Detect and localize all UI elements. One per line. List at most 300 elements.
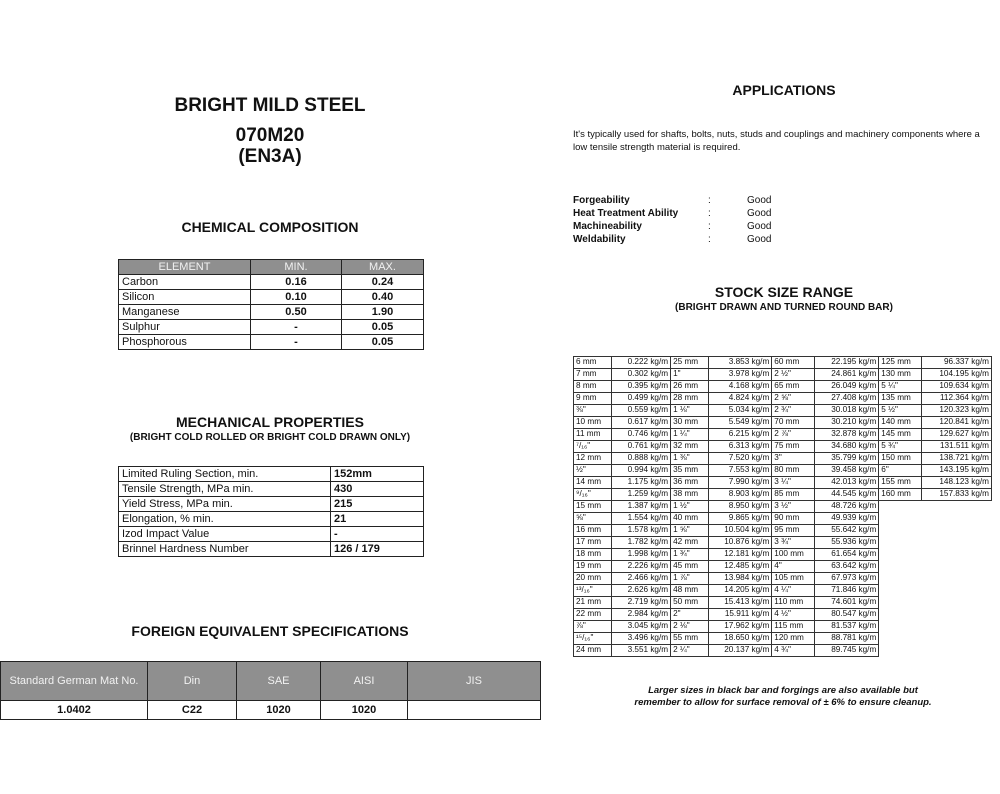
column-header: MIN. [251,260,342,275]
din-value: C22 [148,701,237,720]
size-cell: 130 mm [879,369,922,381]
weight-cell [922,633,992,645]
weight-cell [922,525,992,537]
weight-cell: 71.846 kg/m [815,585,879,597]
weight-cell: 15.911 kg/m [709,609,772,621]
size-cell: 12 mm [574,453,612,465]
size-cell: 85 mm [772,489,815,501]
table-row [119,512,424,527]
column-header: MAX. [342,260,424,275]
size-cell: 35 mm [671,465,709,477]
weldability-label: Weldability [573,234,626,245]
weight-cell: 131.511 kg/m [922,441,992,453]
size-cell: 2 ¾" [772,405,815,417]
weight-cell: 3.045 kg/m [612,621,671,633]
size-cell: 7 mm [574,369,612,381]
size-cell: 21 mm [574,597,612,609]
element-name: Manganese [119,305,251,320]
table-row [574,609,992,621]
size-cell: 30 mm [671,417,709,429]
weight-cell: 3.853 kg/m [709,357,772,369]
size-cell: 36 mm [671,477,709,489]
size-cell [879,501,922,513]
weight-cell: 55.936 kg/m [815,537,879,549]
table-row [119,320,424,335]
property-label: Limited Ruling Section, min. [119,467,331,482]
size-cell [879,585,922,597]
footnote-line-1: Larger sizes in black bar and forgings are also available but [648,685,918,696]
property-label: Tensile Strength, MPa min. [119,482,331,497]
weight-cell: 0.761 kg/m [612,441,671,453]
column-header: SAE [237,662,321,701]
weight-cell: 0.395 kg/m [612,381,671,393]
weight-cell: 6.313 kg/m [709,441,772,453]
machineability-value: Good [747,221,772,232]
table-row [574,405,992,417]
max-value: 0.24 [342,275,424,290]
table-row [574,525,992,537]
size-cell: 70 mm [772,417,815,429]
weight-cell: 13.984 kg/m [709,573,772,585]
table-header-row [1,662,541,701]
weight-cell: 120.841 kg/m [922,417,992,429]
weight-cell: 2.226 kg/m [612,561,671,573]
weight-cell: 104.195 kg/m [922,369,992,381]
property-label: Brinnel Hardness Number [119,542,331,557]
table-row [574,489,992,501]
size-cell: ⅞" [574,621,612,633]
weight-cell: 74.601 kg/m [815,597,879,609]
size-cell: 2" [671,609,709,621]
table-row [574,465,992,477]
weight-cell: 48.726 kg/m [815,501,879,513]
size-cell: 22 mm [574,609,612,621]
forgeability-label: Forgeability [573,195,630,206]
size-cell: 120 mm [772,633,815,645]
size-cell: 2 ½" [772,369,815,381]
foreign-equivalents-heading: FOREIGN EQUIVALENT SPECIFICATIONS [131,623,409,639]
property-values [747,194,807,246]
column-header: ELEMENT [119,260,251,275]
weight-cell: 3.551 kg/m [612,645,671,657]
weight-cell: 63.642 kg/m [815,561,879,573]
size-cell [879,549,922,561]
table-row [574,417,992,429]
column-header: Din [148,662,237,701]
weight-cell: 44.545 kg/m [815,489,879,501]
size-cell: 50 mm [671,597,709,609]
table-row [574,573,992,585]
column-header: AISI [321,662,408,701]
size-cell: 32 mm [671,441,709,453]
weight-cell: 26.049 kg/m [815,381,879,393]
weight-cell: 30.018 kg/m [815,405,879,417]
table-row [1,701,541,720]
size-cell [879,561,922,573]
weight-cell: 120.323 kg/m [922,405,992,417]
separator: : [708,195,711,206]
weight-cell: 3.496 kg/m [612,633,671,645]
size-cell: 2 ⅞" [772,429,815,441]
size-cell: 1 ⅜" [671,453,709,465]
weight-cell: 32.878 kg/m [815,429,879,441]
size-cell: 19 mm [574,561,612,573]
weight-cell: 81.537 kg/m [815,621,879,633]
size-cell: ⁷/₁₆" [574,441,612,453]
size-cell [879,609,922,621]
size-cell: 75 mm [772,441,815,453]
weight-cell: 10.876 kg/m [709,537,772,549]
max-value: 1.90 [342,305,424,320]
separator: : [708,234,711,245]
property-label: Yield Stress, MPa min. [119,497,331,512]
size-cell [879,525,922,537]
size-cell [879,645,922,657]
weight-cell: 2.719 kg/m [612,597,671,609]
size-cell: 25 mm [671,357,709,369]
size-cell: 1 ⅝" [671,525,709,537]
size-cell: 90 mm [772,513,815,525]
size-cell: 1" [671,369,709,381]
chemical-composition-heading: CHEMICAL COMPOSITION [181,219,359,235]
weight-cell: 17.962 kg/m [709,621,772,633]
size-cell: 145 mm [879,429,922,441]
size-cell: 1 ⅛" [671,405,709,417]
size-cell: 5 ¼" [879,381,922,393]
chemical-composition-table [118,259,424,350]
table-row [119,497,424,512]
weight-cell: 0.994 kg/m [612,465,671,477]
weight-cell [922,609,992,621]
stock-size-subheading: (BRIGHT DRAWN AND TURNED ROUND BAR) [675,302,893,313]
min-value: 0.50 [251,305,342,320]
weight-cell: 0.222 kg/m [612,357,671,369]
weight-cell: 1.554 kg/m [612,513,671,525]
forgeability-value: Good [747,195,772,206]
size-cell: ¹⁵/₁₆" [574,633,612,645]
size-cell: 1 ⅞" [671,573,709,585]
weight-cell: 112.364 kg/m [922,393,992,405]
size-cell: 3 ½" [772,501,815,513]
table-row [119,335,424,350]
size-cell: 3" [772,453,815,465]
weight-cell: 3.978 kg/m [709,369,772,381]
stock-size-heading: STOCK SIZE RANGE [714,284,854,300]
size-cell: 115 mm [772,621,815,633]
table-row [119,482,424,497]
weight-cell: 2.984 kg/m [612,609,671,621]
weight-cell: 2.466 kg/m [612,573,671,585]
table-row [574,549,992,561]
max-value: 0.40 [342,290,424,305]
mechanical-properties-heading: MECHANICAL PROPERTIES [176,414,364,430]
size-cell: 40 mm [671,513,709,525]
size-cell: 1 ½" [671,501,709,513]
size-cell: 17 mm [574,537,612,549]
size-cell [879,513,922,525]
separator: : [708,221,711,232]
size-cell: ⅜" [574,405,612,417]
page-title: BRIGHT MILD STEEL [174,95,366,116]
table-row [574,537,992,549]
weight-cell: 14.205 kg/m [709,585,772,597]
size-cell: 160 mm [879,489,922,501]
size-cell [879,621,922,633]
table-row [574,393,992,405]
weight-cell [922,597,992,609]
table-row [574,621,992,633]
weight-cell: 67.973 kg/m [815,573,879,585]
size-cell: 48 mm [671,585,709,597]
size-cell: 55 mm [671,633,709,645]
applications-heading: APPLICATIONS [732,82,836,98]
table-row [574,645,992,657]
weight-cell: 0.559 kg/m [612,405,671,417]
table-row [574,633,992,645]
table-row [574,429,992,441]
size-cell: 100 mm [772,549,815,561]
table-row [574,501,992,513]
weight-cell: 61.654 kg/m [815,549,879,561]
weight-cell: 0.302 kg/m [612,369,671,381]
table-row [119,305,424,320]
property-value: - [331,527,424,542]
size-cell: 15 mm [574,501,612,513]
element-name: Phosphorous [119,335,251,350]
size-cell: ⅝" [574,513,612,525]
weight-cell [922,621,992,633]
size-cell: 38 mm [671,489,709,501]
element-name: Silicon [119,290,251,305]
weight-cell [922,561,992,573]
weight-cell: 1.387 kg/m [612,501,671,513]
aisi-value: 1020 [321,701,408,720]
size-cell: 95 mm [772,525,815,537]
weight-cell: 0.617 kg/m [612,417,671,429]
table-row [574,561,992,573]
size-cell: 26 mm [671,381,709,393]
table-row [574,585,992,597]
weight-cell [922,537,992,549]
weight-cell: 0.499 kg/m [612,393,671,405]
weight-cell: 5.549 kg/m [709,417,772,429]
weight-cell: 109.634 kg/m [922,381,992,393]
footnote-line-2: remember to allow for surface removal of ± 6% to ensure cleanup. [634,697,932,708]
table-row [574,381,992,393]
weight-cell: 1.175 kg/m [612,477,671,489]
weight-cell: 1.782 kg/m [612,537,671,549]
size-cell: 10 mm [574,417,612,429]
weight-cell: 8.950 kg/m [709,501,772,513]
weight-cell: 42.013 kg/m [815,477,879,489]
size-cell: 6" [879,465,922,477]
size-cell: 2 ¼" [671,645,709,657]
size-cell: 135 mm [879,393,922,405]
property-value: 21 [331,512,424,527]
weight-cell: 24.861 kg/m [815,369,879,381]
weight-cell: 18.650 kg/m [709,633,772,645]
min-value: - [251,320,342,335]
table-row [119,527,424,542]
table-row [574,369,992,381]
weight-cell: 7.553 kg/m [709,465,772,477]
size-cell [879,633,922,645]
weight-cell: 88.781 kg/m [815,633,879,645]
weight-cell: 138.721 kg/m [922,453,992,465]
weight-cell: 4.168 kg/m [709,381,772,393]
size-cell: 3 ¼" [772,477,815,489]
sae-value: 1020 [237,701,321,720]
size-cell: 4" [772,561,815,573]
weight-cell: 1.998 kg/m [612,549,671,561]
weight-cell: 4.824 kg/m [709,393,772,405]
weight-cell: 7.990 kg/m [709,477,772,489]
machineability-label: Machineability [573,221,642,232]
size-cell: 11 mm [574,429,612,441]
property-value: 126 / 179 [331,542,424,557]
weight-cell: 12.485 kg/m [709,561,772,573]
table-row [574,513,992,525]
size-cell: 80 mm [772,465,815,477]
weight-cell: 49.939 kg/m [815,513,879,525]
weight-cell: 35.799 kg/m [815,453,879,465]
property-value: 430 [331,482,424,497]
jis-value [408,701,541,720]
size-cell: 16 mm [574,525,612,537]
weight-cell: 27.408 kg/m [815,393,879,405]
min-value: 0.16 [251,275,342,290]
separator: : [708,208,711,219]
weight-cell [922,549,992,561]
size-cell: 2 ⅝" [772,393,815,405]
weight-cell: 8.903 kg/m [709,489,772,501]
size-cell: 110 mm [772,597,815,609]
size-cell [879,537,922,549]
size-cell: 125 mm [879,357,922,369]
weight-cell: 12.181 kg/m [709,549,772,561]
size-cell: 65 mm [772,381,815,393]
column-header: Standard German Mat No. [1,662,148,701]
weight-cell: 55.642 kg/m [815,525,879,537]
heat-treatment-label: Heat Treatment Ability [573,208,679,219]
size-cell: 3 ¾" [772,537,815,549]
element-name: Carbon [119,275,251,290]
table-header-row [119,260,424,275]
max-value: 0.05 [342,335,424,350]
german-mat-no: 1.0402 [1,701,148,720]
weight-cell [922,645,992,657]
heat-treatment-value: Good [747,208,772,219]
weight-cell: 1.259 kg/m [612,489,671,501]
size-cell: 150 mm [879,453,922,465]
size-cell: 4 ¼" [772,585,815,597]
size-cell: 1 ¾" [671,549,709,561]
size-cell: 18 mm [574,549,612,561]
property-value: 215 [331,497,424,512]
weight-cell: 1.578 kg/m [612,525,671,537]
weight-cell: 89.745 kg/m [815,645,879,657]
weight-cell: 9.865 kg/m [709,513,772,525]
property-label: Elongation, % min. [119,512,331,527]
size-cell: 140 mm [879,417,922,429]
foreign-equivalents-table [0,661,541,720]
mechanical-properties-table [118,466,424,557]
property-label: Izod Impact Value [119,527,331,542]
weight-cell: 22.195 kg/m [815,357,879,369]
column-header: JIS [408,662,541,701]
size-cell: 9 mm [574,393,612,405]
size-cell [879,573,922,585]
size-cell: 14 mm [574,477,612,489]
weight-cell [922,585,992,597]
weight-cell: 2.626 kg/m [612,585,671,597]
weight-cell: 143.195 kg/m [922,465,992,477]
weight-cell: 148.123 kg/m [922,477,992,489]
table-row [574,597,992,609]
table-row [119,275,424,290]
size-cell: 5 ½" [879,405,922,417]
weight-cell: 7.520 kg/m [709,453,772,465]
weight-cell: 96.337 kg/m [922,357,992,369]
weight-cell: 30.210 kg/m [815,417,879,429]
table-row [119,542,424,557]
property-separators [708,194,718,246]
element-name: Sulphur [119,320,251,335]
table-row [574,453,992,465]
weight-cell: 80.547 kg/m [815,609,879,621]
size-cell: 5 ¾" [879,441,922,453]
weight-cell: 15.413 kg/m [709,597,772,609]
weight-cell: 129.627 kg/m [922,429,992,441]
weight-cell: 0.746 kg/m [612,429,671,441]
property-value: 152mm [331,467,424,482]
weight-cell: 157.833 kg/m [922,489,992,501]
size-cell: ½" [574,465,612,477]
stock-size-table [573,356,992,657]
max-value: 0.05 [342,320,424,335]
size-cell: 45 mm [671,561,709,573]
weight-cell: 6.215 kg/m [709,429,772,441]
weight-cell: 5.034 kg/m [709,405,772,417]
size-cell: 4 ¾" [772,645,815,657]
table-row [119,290,424,305]
size-cell: 8 mm [574,381,612,393]
size-cell: 1 ¼" [671,429,709,441]
weight-cell: 34.680 kg/m [815,441,879,453]
weight-cell: 39.458 kg/m [815,465,879,477]
size-cell: 105 mm [772,573,815,585]
size-cell: ¹³/₁₆" [574,585,612,597]
size-cell: 4 ½" [772,609,815,621]
table-row [574,357,992,369]
table-row [574,477,992,489]
size-cell: 20 mm [574,573,612,585]
weight-cell [922,573,992,585]
size-cell: 155 mm [879,477,922,489]
min-value: - [251,335,342,350]
size-cell: 60 mm [772,357,815,369]
table-row [119,467,424,482]
applications-text: It's typically used for shafts, bolts, nuts, studs and couplings and machinery components where a low tensile strength material is required. [573,129,980,153]
table-row [574,441,992,453]
weight-cell [922,501,992,513]
size-cell: 28 mm [671,393,709,405]
weldability-value: Good [747,234,772,245]
size-cell: 24 mm [574,645,612,657]
weight-cell: 0.888 kg/m [612,453,671,465]
weight-cell: 20.137 kg/m [709,645,772,657]
grade-alt-code: (EN3A) [238,146,302,167]
